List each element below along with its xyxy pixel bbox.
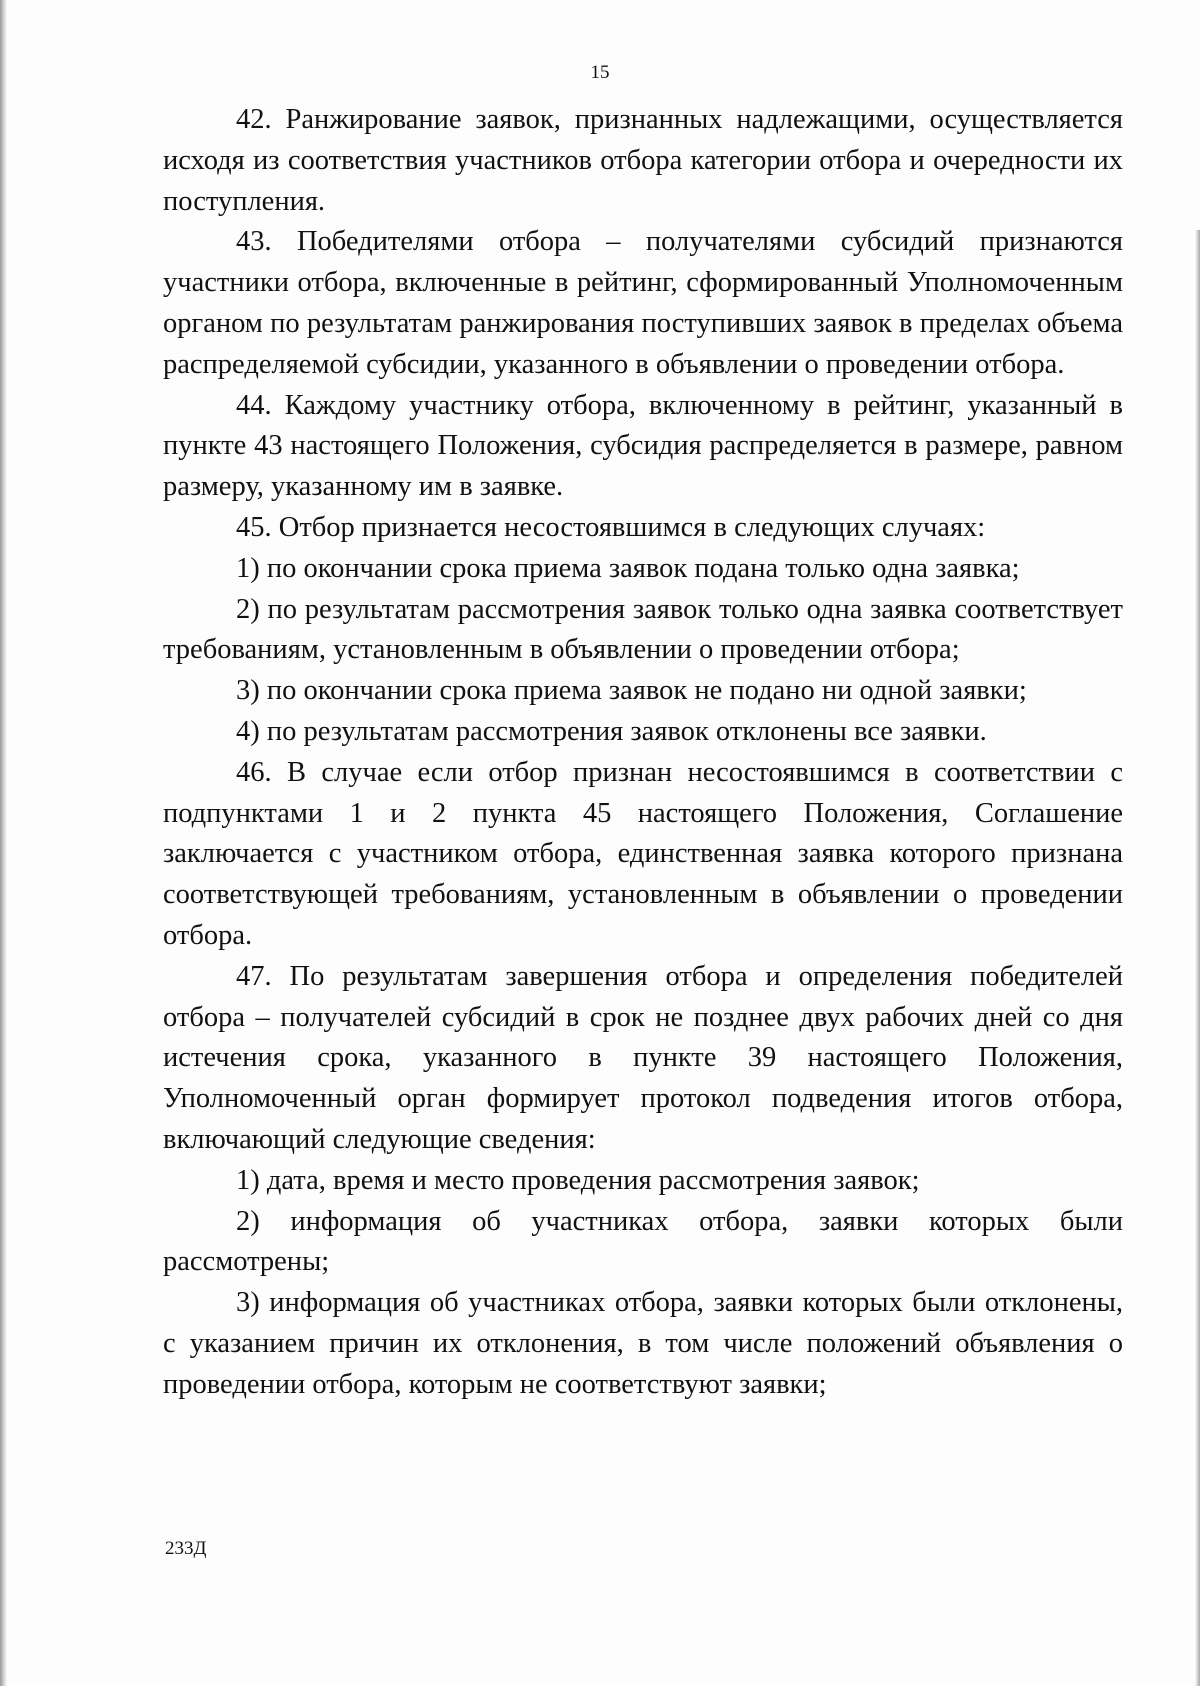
paragraph-45: 45. Отбор признается несостоявшимся в следующих случаях: bbox=[236, 511, 986, 543]
scan-edge-right bbox=[1195, 230, 1200, 1686]
paragraph-45-item-1: 1) по окончании срока приема заявок подана только одна заявка; bbox=[236, 552, 1020, 584]
paragraph-47-item-2: 2) информация об участниках отбора, заявки которых были рассмотрены; bbox=[163, 1205, 1123, 1278]
scan-edge-left bbox=[0, 0, 7, 1686]
paragraph-45-item-3: 3) по окончании срока приема заявок не подано ни одной заявки; bbox=[236, 675, 1027, 707]
paragraph-47-item-1: 1) дата, время и место проведения рассмотрения заявок; bbox=[236, 1164, 920, 1196]
paragraph-47-item-3: 3) информация об участниках отбора, заявки которых были отклонены, с указанием причин их отклонения, в том числе положений объявления о проведении отбора, которым не соответствуют заявки; bbox=[163, 1287, 1123, 1400]
paragraph-45-item-4: 4) по результатам рассмотрения заявок отклонены все заявки. bbox=[236, 715, 987, 747]
paragraph-42: 42. Ранжирование заявок, признанных надлежащими, осуществляется исходя из соответствия участников отбора категории отбора и очередности их поступления. bbox=[163, 104, 1123, 217]
paragraph-44: 44. Каждому участнику отбора, включенному в рейтинг, указанный в пункте 43 настоящего Положения, субсидия распределяется в размере, равном размеру, указанному им в заявке. bbox=[163, 389, 1123, 503]
paragraph-45-item-2: 2) по результатам рассмотрения заявок только одна заявка соответствует требованиям, установленным в объявлении о проведении отбора; bbox=[163, 593, 1123, 666]
paragraph-47: 47. По результатам завершения отбора и определения победителей отбора – получателей субсидий в срок не позднее двух рабочих дней со дня истечения срока, указанного в пункте 39 настоящего Положения, Уполномоченный орган формирует протокол подведения итогов отбора, включающий следующие сведения: bbox=[163, 960, 1123, 1155]
paragraph-46: 46. В случае если отбор признан несостоявшимся в соответствии с подпунктами 1 и 2 пункта 45 настоящего Положения, Соглашение заключается с участником отбора, единственная заявка которого признана соответствующей требованиям, установленным в объявлении о проведении отбора. bbox=[163, 756, 1123, 951]
paragraph-43: 43. Победителями отбора – получателями субсидий признаются участники отбора, включенные в рейтинг, сформированный Уполномоченным органом по результатам ранжирования поступивших заявок в пределах объема распределяемой субсидии, указанного в объявлении о проведении отбора. bbox=[163, 226, 1123, 380]
document-code: 233Д bbox=[165, 1538, 207, 1559]
page-number: 15 bbox=[590, 62, 610, 83]
body-text bbox=[163, 100, 1123, 1406]
